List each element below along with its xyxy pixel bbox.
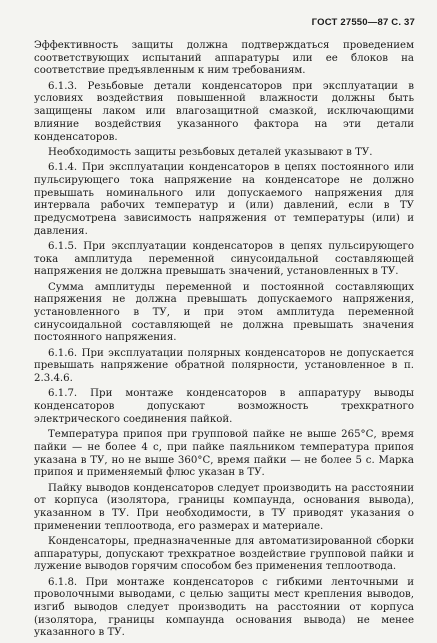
paragraph: 6.1.5. При эксплуатации конденсаторов в цепях пульсирующего тока амплитуда переменной синусоидальной составляющей напряжения не должна превышать значений, установленных в ТУ. (34, 240, 414, 278)
paragraph: 6.1.6. При эксплуатации полярных конденсаторов не допускается превышать напряжение обратной полярности, установленное в п. 2.3.4.6. (34, 347, 414, 385)
paragraph: 6.1.4. При эксплуатации конденсаторов в цепях постоянного или пульсирующего тока напряжение на конденсаторе не должно превышать номинального или допускаемого напряжения для интервала рабочих температур и (или) давлений, если в ТУ предусмотрена зависимость напряжения от температуры (или) и давления. (34, 162, 414, 237)
paragraph: Температура припоя при групповой пайке не выше 265°С, время пайки — не более 4 с, при пайке паяльником температура припоя указана в ТУ, но не выше 360°С, время пайки — не более 5 с. Марка припоя и применяемый флюс указан в ТУ. (34, 429, 414, 479)
paragraph: Пайку выводов конденсаторов следует производить на расстоянии от корпуса (изолятора, границы компаунда, основания вывода), указанном в ТУ. При необходимости, в ТУ приводят указания о применении теплоотвода, его размерах и материале. (34, 482, 414, 532)
paragraph: Необходимость защиты резьбовых деталей указывают в ТУ. (48, 146, 373, 158)
document-body (34, 40, 414, 643)
paragraph: 6.1.8. При монтаже конденсаторов с гибкими ленточными и проволочными выводами, с целью защиты мест крепления выводов, изгиб выводов следует производить на расстоянии от корпуса (изолятора, границы компаунда основания вывода) не менее указанного в ТУ. (34, 576, 414, 639)
page-header: ГОСТ 27550—87 С. 37 (311, 17, 415, 28)
paragraph: 6.1.7. При монтаже конденсаторов в аппаратуру выводы конденсаторов допускают возможность трехкратного электрического соединения пайкой. (34, 388, 414, 425)
paragraph: 6.1.3. Резьбовые детали конденсаторов при эксплуатации в условиях воздействия повышенной влажности должны быть защищены лаком или влагозащитной смазкой, исключающими влияние воздействия указанного фактора на эти детали конденсаторов. (34, 80, 414, 143)
paragraph: Сумма амплитуды переменной и постоянной составляющих напряжения не должна превышать допускаемого напряжения, установленного в ТУ, и при этом амплитуда переменной синусоидальной составляющей не должна превышать значения постоянного напряжения. (34, 281, 414, 344)
paragraph: Конденсаторы, предназначенные для автоматизированной сборки аппаратуры, допускают трехкратное воздействие групповой пайки и лужение выводов горячим способом без применения теплоотвода. (34, 535, 414, 573)
paragraph: Эффективность защиты должна подтверждаться проведением соответствующих испытаний аппаратуры или ее блоков на соответствие предъявленным к ним требованиям. (34, 40, 414, 77)
